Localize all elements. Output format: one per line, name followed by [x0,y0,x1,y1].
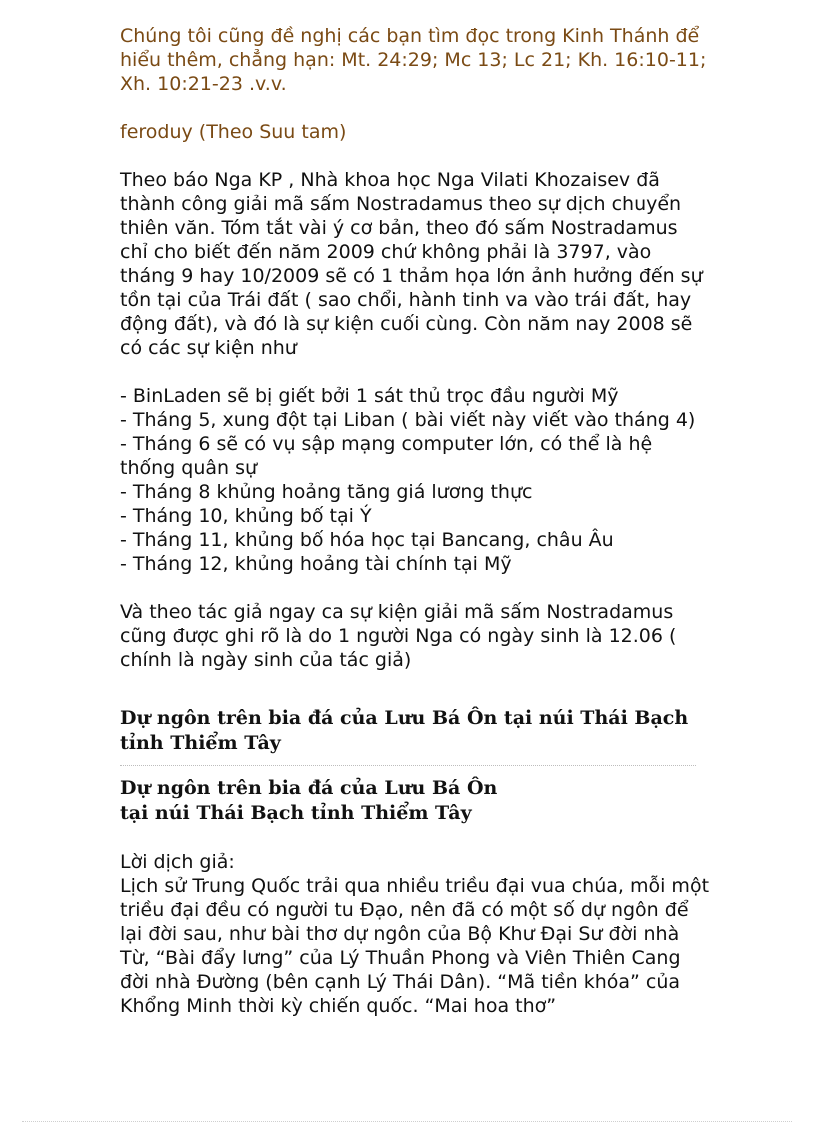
divider [120,765,696,766]
translator-label: Lời dịch giả: [120,851,235,873]
subheading-line: Dự ngôn trên bia đá của Lưu Bá Ôn [120,777,498,799]
translator-paragraph: Lịch sử Trung Quốc trải qua nhiều triều đại vua chúa, mỗi một triều đại đều có người tu Đạo, nên đã có một số dự ngôn để lại đời sau, như bài thơ dự ngôn của Bộ Khư Đại Sư đời nhà Từ, “Bài đẩy lưng” của Lý Thuần Phong và Viên Thiên Cang đời nhà Đường (bên cạnh Lý Thái Dân). “Mã tiền khóa” của Khổng Minh thời kỳ chiến quốc. “Mai hoa thơ” [120,875,716,1017]
footer-divider [22,1121,792,1122]
article-paragraph: Theo báo Nga KP , Nhà khoa học Nga Vilati Khozaisev đã thành công giải mã sấm Nostradamus theo sự dịch chuyển thiên văn. Tóm tắt vài ý cơ bản, theo đó sấm Nostradamus chỉ cho biết đến năm 2009 chứ không phải là 3797, vào tháng 9 hay 10/2009 sẽ có 1 thảm họa lớn ảnh hưởng đến sự tồn tại của Trái đất ( sao chổi, hành tinh va vào trái đất, hay động đất), và đó là sự kiện cuối cùng. Còn năm nay 2008 sẽ có các sự kiện như [120,169,709,359]
scripture-note: Chúng tôi cũng đề nghị các bạn tìm đọc trong Kinh Thánh để hiểu thêm, chẳng hạn: Mt. 24:29; Mc 13; Lc 21; Kh. 16:10-11; Xh. 10:21-23 .v.v. [120,25,713,95]
list-item: - Tháng 6 sẽ có vụ sập mạng computer lớn, có thể là hệ thống quân sự [120,433,653,479]
section-subheading [120,776,710,826]
section-heading: Dự ngôn trên bia đá của Lưu Bá Ôn tại núi Thái Bạch tỉnh Thiểm Tây [120,707,689,754]
list-item: - Tháng 12, khủng hoảng tài chính tại Mỹ [120,553,512,575]
subheading-line: tại núi Thái Bạch tỉnh Thiểm Tây [120,802,472,824]
document-page [120,24,716,1018]
list-item: - Tháng 10, khủng bố tại Ý [120,505,372,527]
list-item: - Tháng 5, xung đột tại Liban ( bài viết này viết vào tháng 4) [120,409,696,431]
author-line: feroduy (Theo Suu tam) [120,121,347,143]
list-item: - BinLaden sẽ bị giết bởi 1 sát thủ trọc đầu người Mỹ [120,385,619,407]
event-list [120,384,710,576]
list-item: - Tháng 11, khủng bố hóa học tại Bancang, châu Âu [120,529,614,551]
article-paragraph: Và theo tác giả ngay ca sự kiện giải mã sấm Nostradamus cũng được ghi rõ là do 1 người Nga có ngày sinh là 12.06 ( chính là ngày sinh của tác giả) [120,601,683,671]
list-item: - Tháng 8 khủng hoảng tăng giá lương thực [120,481,533,503]
